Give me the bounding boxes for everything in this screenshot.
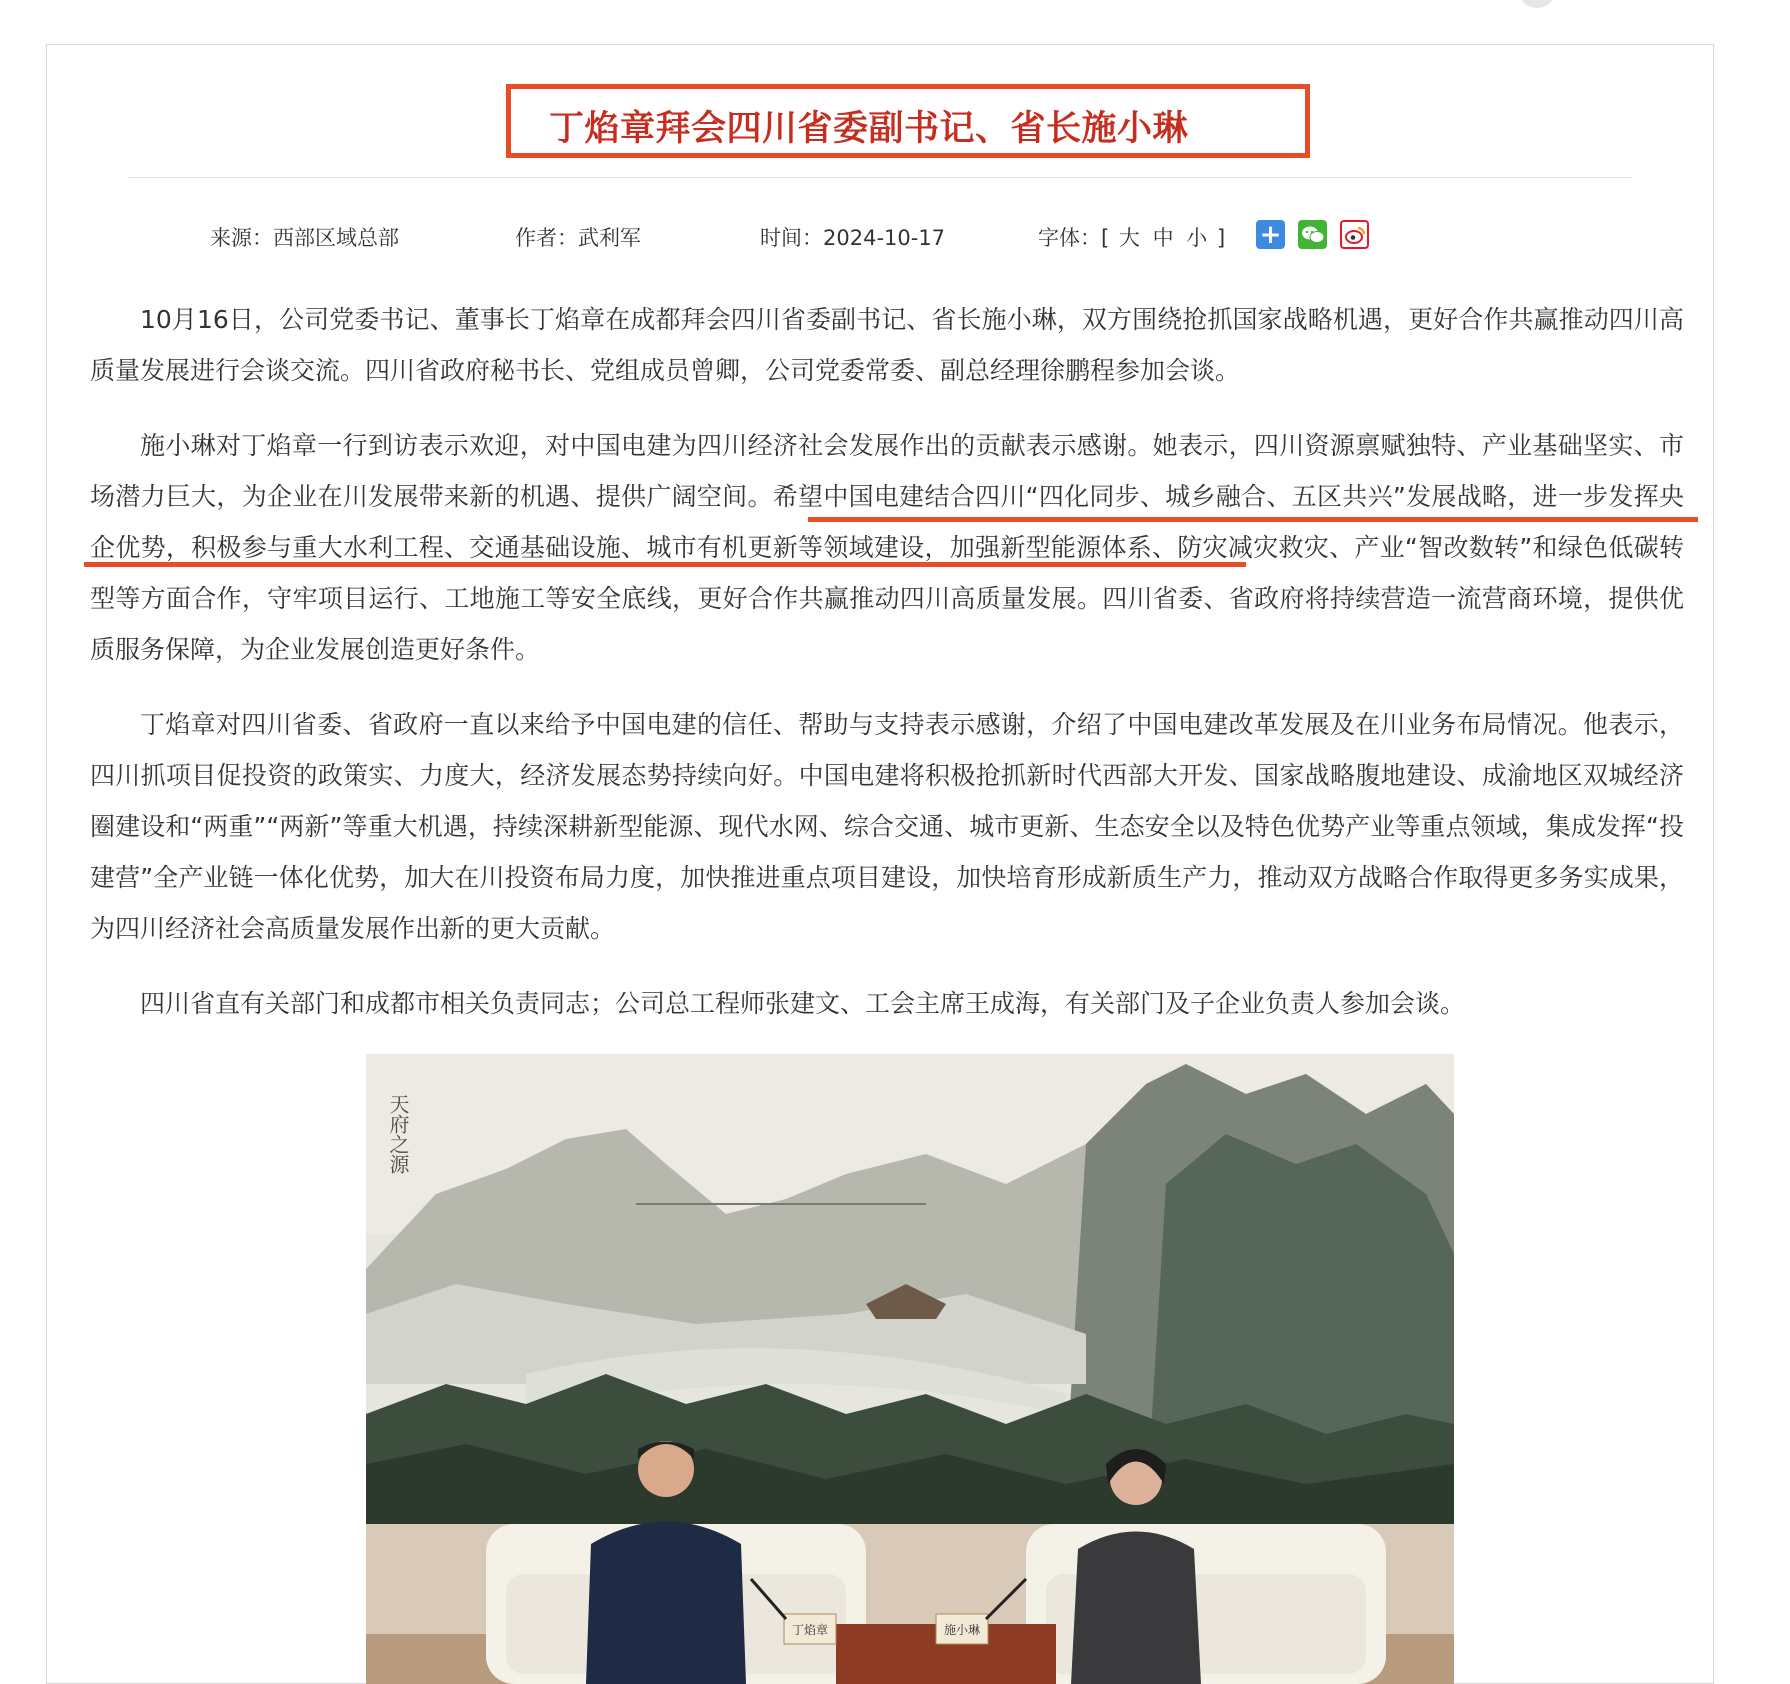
highlight-underline-1	[808, 517, 1698, 522]
font-size-selector	[1038, 222, 1225, 252]
article-body	[90, 294, 1684, 1053]
nameplate-right: 施小琳	[943, 1623, 981, 1637]
share-toolbar	[1256, 220, 1369, 249]
font-size-small[interactable]: 小	[1186, 226, 1208, 250]
browser-scroll-circle	[1520, 0, 1554, 8]
title-highlight-box	[506, 84, 1310, 158]
title-divider	[128, 177, 1632, 178]
meta-source: 来源：西部区域总部	[210, 226, 399, 250]
article-title: 丁焰章拜会四川省委副书记、省长施小琳	[549, 109, 1189, 149]
paragraph-2: 施小琳对丁焰章一行到访表示欢迎，对中国电建为四川经济社会发展作出的贡献表示感谢。她表示，四川资源禀赋独特、产业基础坚实、市场潜力巨大，为企业在川发展带来新的机遇、提供广阔空间。希望中国电建结合四川“四化同步、城乡融合、五区共兴”发展战略，进一步发挥央企优势，积极参与重大水利工程、交通基础设施、城市有机更新等领域建设，加强新型能源体系、防灾减灾救灾、产业“智改数转”和绿色低碳转型等方面合作，守牢项目运行、工地施工等安全底线，更好合作共赢推动四川高质量发展。四川省委、省政府将持续营造一流营商环境，提供优质服务保障，为企业发展创造更好条件。	[90, 431, 1684, 664]
meeting-photo	[366, 1054, 1454, 1684]
wechat-icon[interactable]	[1298, 220, 1327, 249]
painting-inscription: 天府之源	[386, 1094, 410, 1174]
highlight-underline-2	[84, 562, 1246, 567]
font-size-close: ]	[1216, 226, 1226, 250]
weibo-icon[interactable]	[1340, 220, 1369, 249]
nameplate-left: 丁焰章	[791, 1623, 829, 1637]
paragraph-4: 四川省直有关部门和成都市相关负责同志；公司总工程师张建文、工会主席王成海，有关部门及子企业负责人参加会谈。	[140, 989, 1466, 1018]
font-size-medium[interactable]: 中	[1152, 226, 1174, 250]
font-size-large[interactable]: 大	[1118, 226, 1140, 250]
plus-share-icon[interactable]: +	[1256, 220, 1285, 249]
meta-date: 时间：2024-10-17	[760, 226, 946, 250]
meta-author: 作者：武利军	[515, 226, 641, 250]
font-size-label: 字体：[	[1038, 226, 1110, 250]
paragraph-1: 10月16日，公司党委书记、董事长丁焰章在成都拜会四川省委副书记、省长施小琳，双方围绕抢抓国家战略机遇，更好合作共赢推动四川高质量发展进行会谈交流。四川省政府秘书长、党组成员曾卿，公司党委常委、副总经理徐鹏程参加会谈。	[90, 305, 1684, 385]
paragraph-3: 丁焰章对四川省委、省政府一直以来给予中国电建的信任、帮助与支持表示感谢，介绍了中国电建改革发展及在川业务布局情况。他表示，四川抓项目促投资的政策实、力度大，经济发展态势持续向好。中国电建将积极抢抓新时代西部大开发、国家战略腹地建设、成渝地区双城经济圈建设和“两重”“两新”等重大机遇，持续深耕新型能源、现代水网、综合交通、城市更新、生态安全以及特色优势产业等重点领域，集成发挥“投建营”全产业链一体化优势，加大在川投资布局力度，加快推进重点项目建设，加快培育形成新质生产力，推动双方战略合作取得更多务实成果，为四川经济社会高质量发展作出新的更大贡献。	[90, 710, 1684, 943]
